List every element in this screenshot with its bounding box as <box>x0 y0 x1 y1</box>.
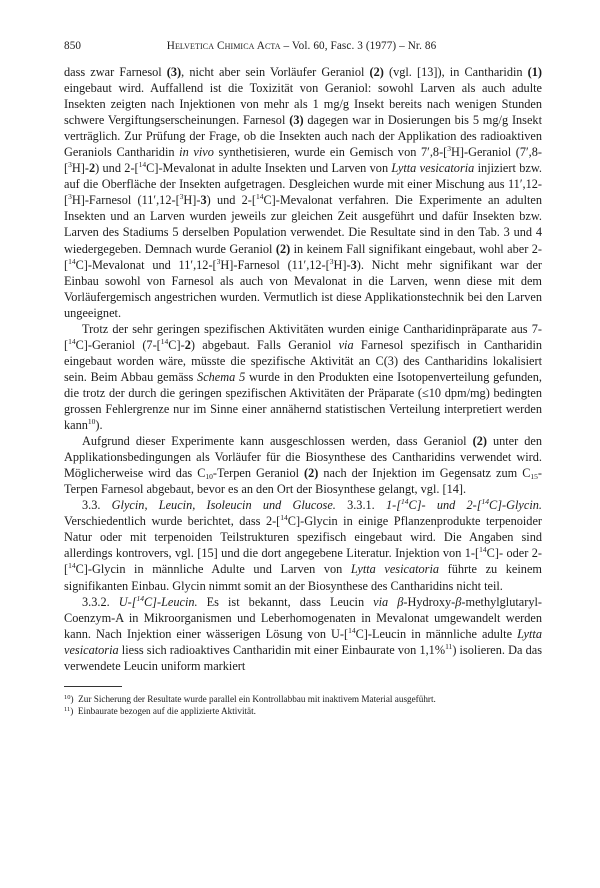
running-header <box>64 40 542 52</box>
footnote-10: $^{10}$) Zur Sicherung der Resultate wurde parallel ein Kontrollabbau mit inaktivem Material ausgeführt. <box>64 693 436 704</box>
paragraph-3: Aufgrund dieser Experimente kann ausgeschlossen werden, dass Geraniol (2) unter den Applikationsbedingungen als Vorläufer für die Biosynthese des Cantharidins verwendet wird. Möglicherweise wird das $C_{10}$-Terpen Geraniol (2) nach der Injektion im Gegensatz zum $C_{15}$-Terpen Farnesol abgebaut, bevor es an den Ort der Biosynthese gelangt, vgl. [14]. <box>64 434 543 497</box>
body-text <box>64 64 542 674</box>
page <box>64 40 542 718</box>
section-3-3-2-paragraph: 3.3.2. U-[$^{14}$C]-Leucin. Es ist bekannt, dass Leucin via β-Hydroxy-β-methylglutaryl-Coenzym-A in Mikroorganismen und Leberhomogenaten in Mevalonat umgewandelt werden kann. Nach Injektion einer wässerigen Lösung von U-[$^{14}$C]-Leucin in männliche adulte Lytta vesicatoria liess sich radioaktives Cantharidin mit einer Einbaurate von 1,1%$^{11}$) isolieren. Da das verwendete Leucin uniform markiert <box>64 593 542 673</box>
section-3-3-paragraph: 3.3. Glycin, Leucin, Isoleucin und Glucose. 3.3.1. 1-[$^{14}$C]- und 2-[$^{14}$C]-Glycin. Verschiedentlich wurde berichtet, dass 2-[$^{14}$C]-Glycin in einige Pflanzenprodukte terpenoider Natur oder mit terpenoiden Teilstrukturen spezifisch eingebaut wird. Die Angaben sind allerdings kontrovers, vgl. [15] und die dort angegebene Literatur. Injektion von 1-[$^{14}$C]- oder 2-[$^{14}$C]-Glycin in männliche Adulte und Larven von Lytta vesicatoria führte zu keinem signifikanten Einbau. Glycin nimmt somit an der Biosynthese des Cantharidins nicht teil. <box>64 497 542 593</box>
journal-name: Helvetica Chimica Acta <box>166 40 281 52</box>
footnotes <box>64 693 542 718</box>
footnote-divider <box>64 686 122 687</box>
issue-info: – Vol. 60, Fasc. 3 (1977) – Nr. 86 <box>283 40 437 52</box>
paragraph-1: dass zwar Farnesol (3), nicht aber sein Vorläufer Geraniol (2) (vgl. [13]), in Cantharidin (1) eingebaut wird. Auffallend ist die Toxizität von Geraniol: sowohl Larven als auch adulte Insekten zeigten nach Injektionen von mehr als 1 mg/g Insekt bereits nach wenigen Stunden schwere Vergiftungserscheinungen. Farnesol (3) dagegen war in Dosierungen bis 5 mg/g Insekt verträglich. Zur Prüfung der Frage, ob die Insekten auch nach der Applikation des radioaktiven Geraniols Cantharidin in vivo synthetisieren, wurde ein Gemisch von 7′,8-[$^3$H]-Geraniol (7′,8-[$^3$H]-2) und 2-[$^{14}$C]-Mevalonat in adulte Insekten und Larven von Lytta vesicatoria injiziert bzw. auf die Oberfläche der Insekten aufgetragen. Desgleichen wurde mit einer Mischung aus 11′,12-[$^3$H]-Farnesol (11′,12-[$^3$H]-3) und 2-[$^{14}$C]-Mevalonat verfahren. Die Experimente an adulten Insekten und an Larven wurden jeweils zur gleichen Zeit ausgeführt und dafür Insekten bzw. Larven des Stadiums 5 derselben Population verwendet. Die Resultate sind in den Tab. 3 und 4 wiedergegeben. Demnach wurde Geraniol (2) in keinem Fall signifikant eingebaut, wohl aber 2-[$^{14}$C]-Mevalonat und 11′,12-[$^3$H]-Farnesol (11′,12-[$^3$H]-3). Nicht mehr signifikant war der Einbau sowohl von Farnesol als auch von Mevalonat in die Larven, wenn diese mit dem Vorläufergemisch angestrichen wurden. Vermutlich ist diese Applikationstechnik bei den Larven ungeeignet. <box>64 65 543 320</box>
footnote-11: $^{11}$) Einbaurate bezogen auf die applizierte Aktivität. <box>64 706 256 717</box>
paragraph-2: Trotz der sehr geringen spezifischen Aktivitäten wurden einige Cantharidinpräparate aus 7-[$^{14}$C]-Geraniol (7-[$^{14}$C]-2) abgebaut. Falls Geraniol via Farnesol spezifisch in Cantharidin eingebaut worden wäre, müsste die spezifische Aktivität an C(3) des Cantharidins lokalisiert sein. Beim Abbau gemäss Schema 5 wurde in den Produkten eine Isotopenverteilung gefunden, die trotz der durch die geringen spezifischen Aktivitäten der Präparate (≤10 dpm/mg) bedingten grossen Fehlergrenze nur im Sinne einer annähernd statistischen Verteilung interpretiert werden kann$^{10}$). <box>64 321 543 433</box>
journal-reference <box>167 40 437 52</box>
page-number: 850 <box>64 40 82 52</box>
